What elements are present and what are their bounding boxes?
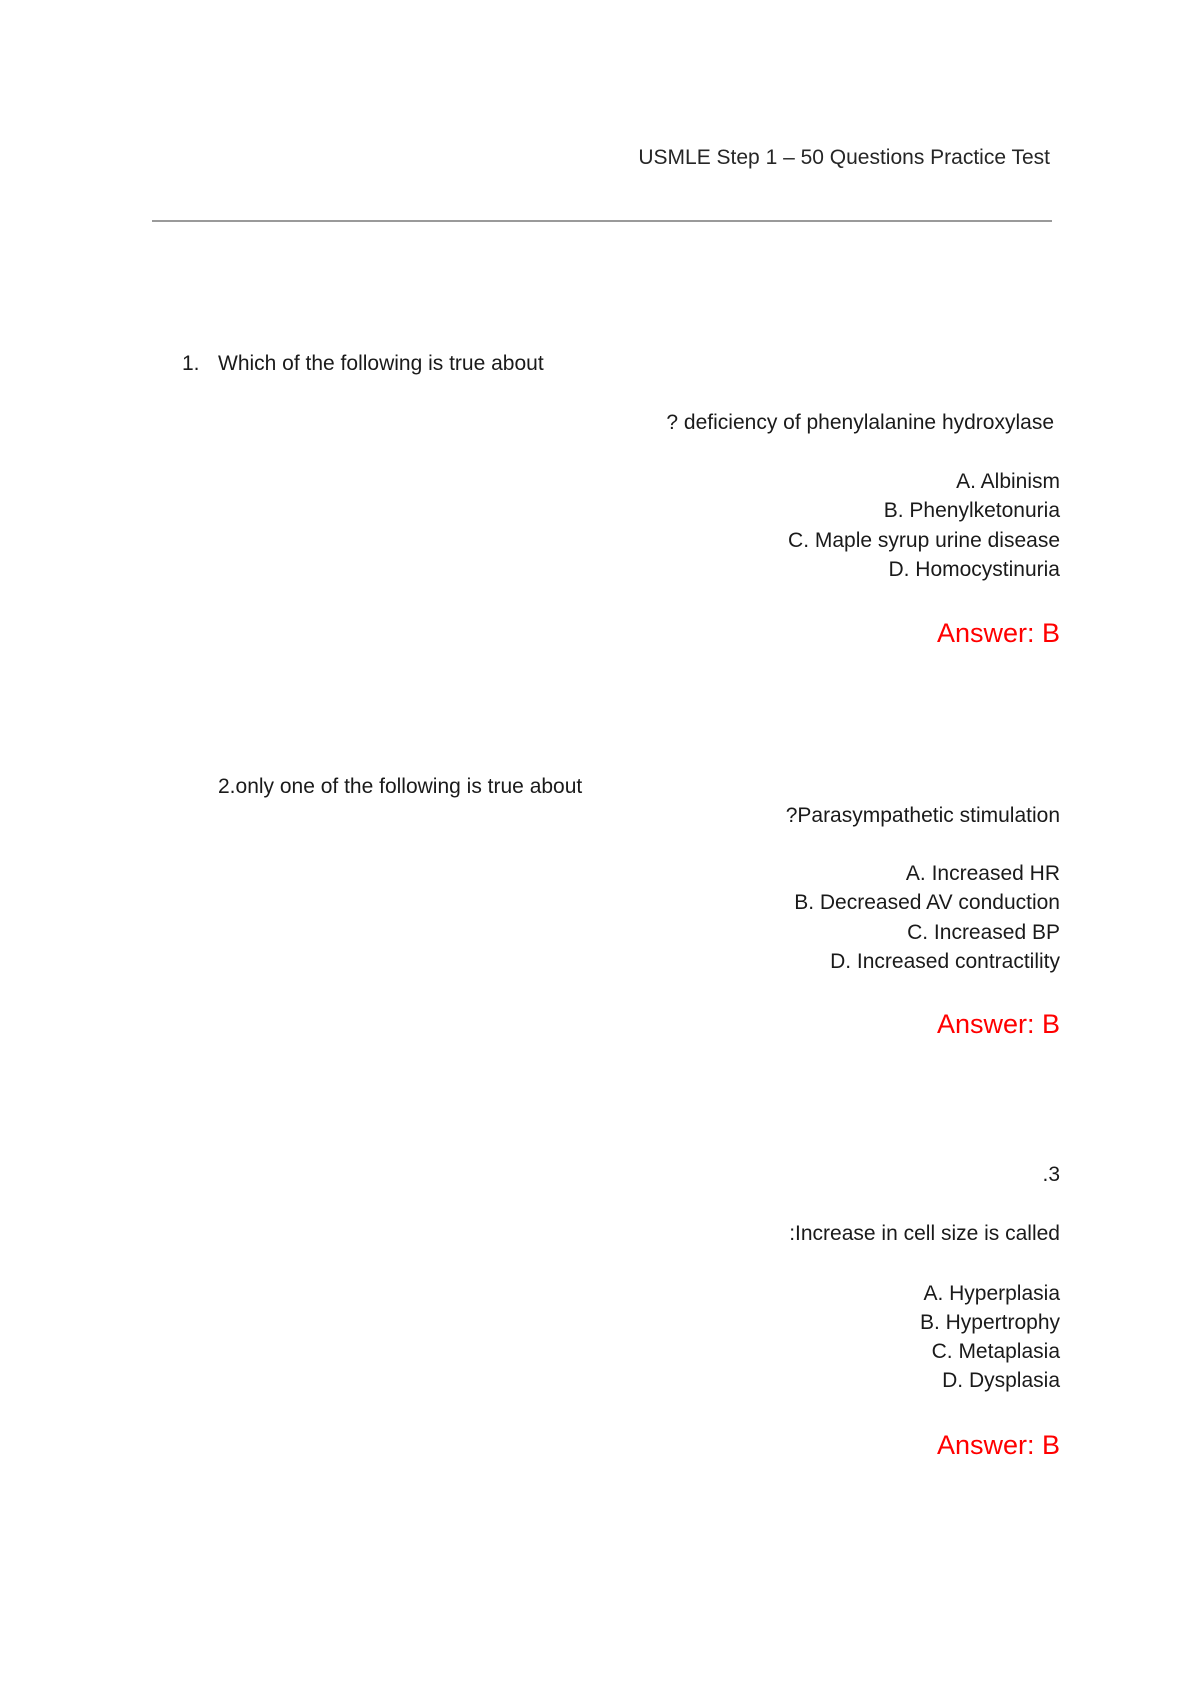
question-1-number: 1. [182, 352, 200, 375]
question-1-subject: ? deficiency of phenylalanine hydroxylase [666, 411, 1054, 434]
question-2-answer: Answer: B [936, 1009, 1060, 1039]
question-2-subject: ?Parasympathetic stimulation [785, 804, 1060, 827]
question-3-option-c: C. Metaplasia [931, 1340, 1060, 1363]
question-2-option-c: C. Increased BP [907, 921, 1060, 944]
question-3-stem: :Increase in cell size is called [789, 1222, 1060, 1245]
question-3-option-a: A. Hyperplasia [923, 1282, 1060, 1305]
question-1-stem: Which of the following is true about [218, 352, 544, 375]
question-2-option-b: B. Decreased AV conduction [794, 891, 1060, 914]
question-2-stem: 2.only one of the following is true about [218, 775, 583, 798]
question-3-answer: Answer: B [936, 1430, 1060, 1460]
question-1-option-d: D. Homocystinuria [888, 558, 1060, 581]
question-1-answer: Answer: B [936, 618, 1060, 648]
question-1-option-c: C. Maple syrup urine disease [788, 529, 1060, 552]
header-divider [152, 220, 1052, 222]
question-2-option-a: A. Increased HR [905, 862, 1060, 885]
question-3-option-d: D. Dysplasia [942, 1369, 1060, 1392]
question-3-number: .3 [1042, 1163, 1060, 1186]
question-1-option-a: A. Albinism [956, 470, 1060, 493]
question-1-option-b: B. Phenylketonuria [883, 499, 1060, 522]
question-3-option-b: B. Hypertrophy [919, 1311, 1060, 1334]
question-2-option-d: D. Increased contractility [830, 950, 1060, 973]
page-title: USMLE Step 1 – 50 Questions Practice Test [638, 146, 1050, 169]
